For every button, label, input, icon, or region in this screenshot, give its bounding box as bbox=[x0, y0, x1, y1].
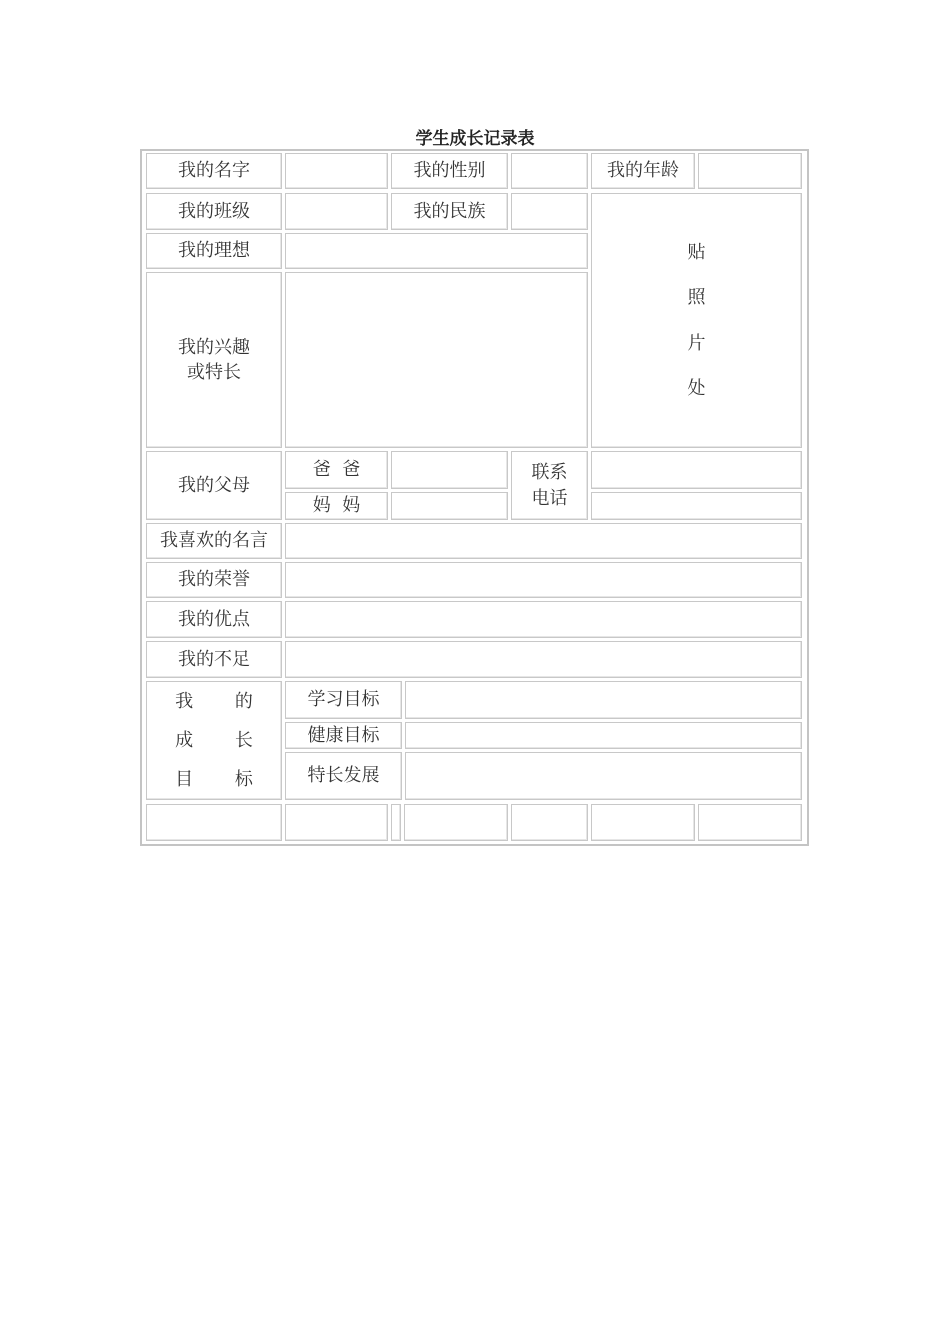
label-strength: 我的优点 bbox=[146, 601, 282, 638]
label-quote: 我喜欢的名言 bbox=[146, 523, 282, 559]
ethnicity-field[interactable] bbox=[511, 193, 588, 230]
label-parents: 我的父母 bbox=[146, 451, 282, 520]
label-honor: 我的荣誉 bbox=[146, 562, 282, 598]
photo-char-4: 处 bbox=[687, 377, 706, 399]
label-phone bbox=[511, 451, 588, 520]
blank-cell bbox=[285, 804, 388, 841]
interest-field[interactable] bbox=[285, 272, 588, 448]
father-field[interactable] bbox=[391, 451, 508, 489]
weakness-field[interactable] bbox=[285, 641, 802, 678]
label-weakness: 我的不足 bbox=[146, 641, 282, 678]
mother-phone-field[interactable] bbox=[591, 492, 802, 520]
label-phone-line2: 电话 bbox=[531, 487, 568, 509]
label-class: 我的班级 bbox=[146, 193, 282, 230]
strength-field[interactable] bbox=[285, 601, 802, 638]
blank-cell bbox=[404, 804, 508, 841]
blank-cell bbox=[591, 804, 695, 841]
name-field[interactable] bbox=[285, 153, 388, 189]
label-interest-line1: 我的兴趣 bbox=[178, 336, 250, 358]
label-mother: 妈 妈 bbox=[285, 492, 388, 520]
photo-char-3: 片 bbox=[687, 332, 706, 354]
goal-line-3: 目 标 bbox=[175, 769, 271, 791]
talent-dev-field[interactable] bbox=[405, 752, 802, 800]
blank-cell bbox=[391, 804, 401, 841]
label-name: 我的名字 bbox=[146, 153, 282, 189]
label-age: 我的年龄 bbox=[591, 153, 695, 189]
label-ethnicity: 我的民族 bbox=[391, 193, 508, 230]
label-ideal: 我的理想 bbox=[146, 233, 282, 269]
age-field[interactable] bbox=[698, 153, 802, 189]
label-growth-goals bbox=[146, 681, 282, 800]
goal-line-1: 我 的 bbox=[175, 690, 271, 712]
gender-field[interactable] bbox=[511, 153, 588, 189]
label-gender: 我的性别 bbox=[391, 153, 508, 189]
photo-char-2: 照 bbox=[687, 287, 706, 309]
blank-cell bbox=[698, 804, 802, 841]
study-goal-field[interactable] bbox=[405, 681, 802, 719]
label-phone-line1: 联系 bbox=[531, 462, 568, 484]
label-health-goal: 健康目标 bbox=[285, 722, 402, 749]
father-phone-field[interactable] bbox=[591, 451, 802, 489]
label-interest-line2: 或特长 bbox=[187, 362, 241, 383]
label-father: 爸 爸 bbox=[285, 451, 388, 489]
form-title: 学生成长记录表 bbox=[415, 129, 535, 149]
blank-cell bbox=[511, 804, 588, 841]
honor-field[interactable] bbox=[285, 562, 802, 598]
quote-field[interactable] bbox=[285, 523, 802, 559]
blank-cell bbox=[146, 804, 282, 841]
label-talent-dev: 特长发展 bbox=[285, 752, 402, 800]
photo-placeholder[interactable] bbox=[591, 193, 802, 448]
label-interest bbox=[146, 272, 282, 448]
ideal-field[interactable] bbox=[285, 233, 588, 269]
health-goal-field[interactable] bbox=[405, 722, 802, 749]
goal-line-2: 成 长 bbox=[175, 729, 271, 751]
label-study-goal: 学习目标 bbox=[285, 681, 402, 719]
class-field[interactable] bbox=[285, 193, 388, 230]
mother-field[interactable] bbox=[391, 492, 508, 520]
photo-char-1: 贴 bbox=[687, 242, 706, 264]
